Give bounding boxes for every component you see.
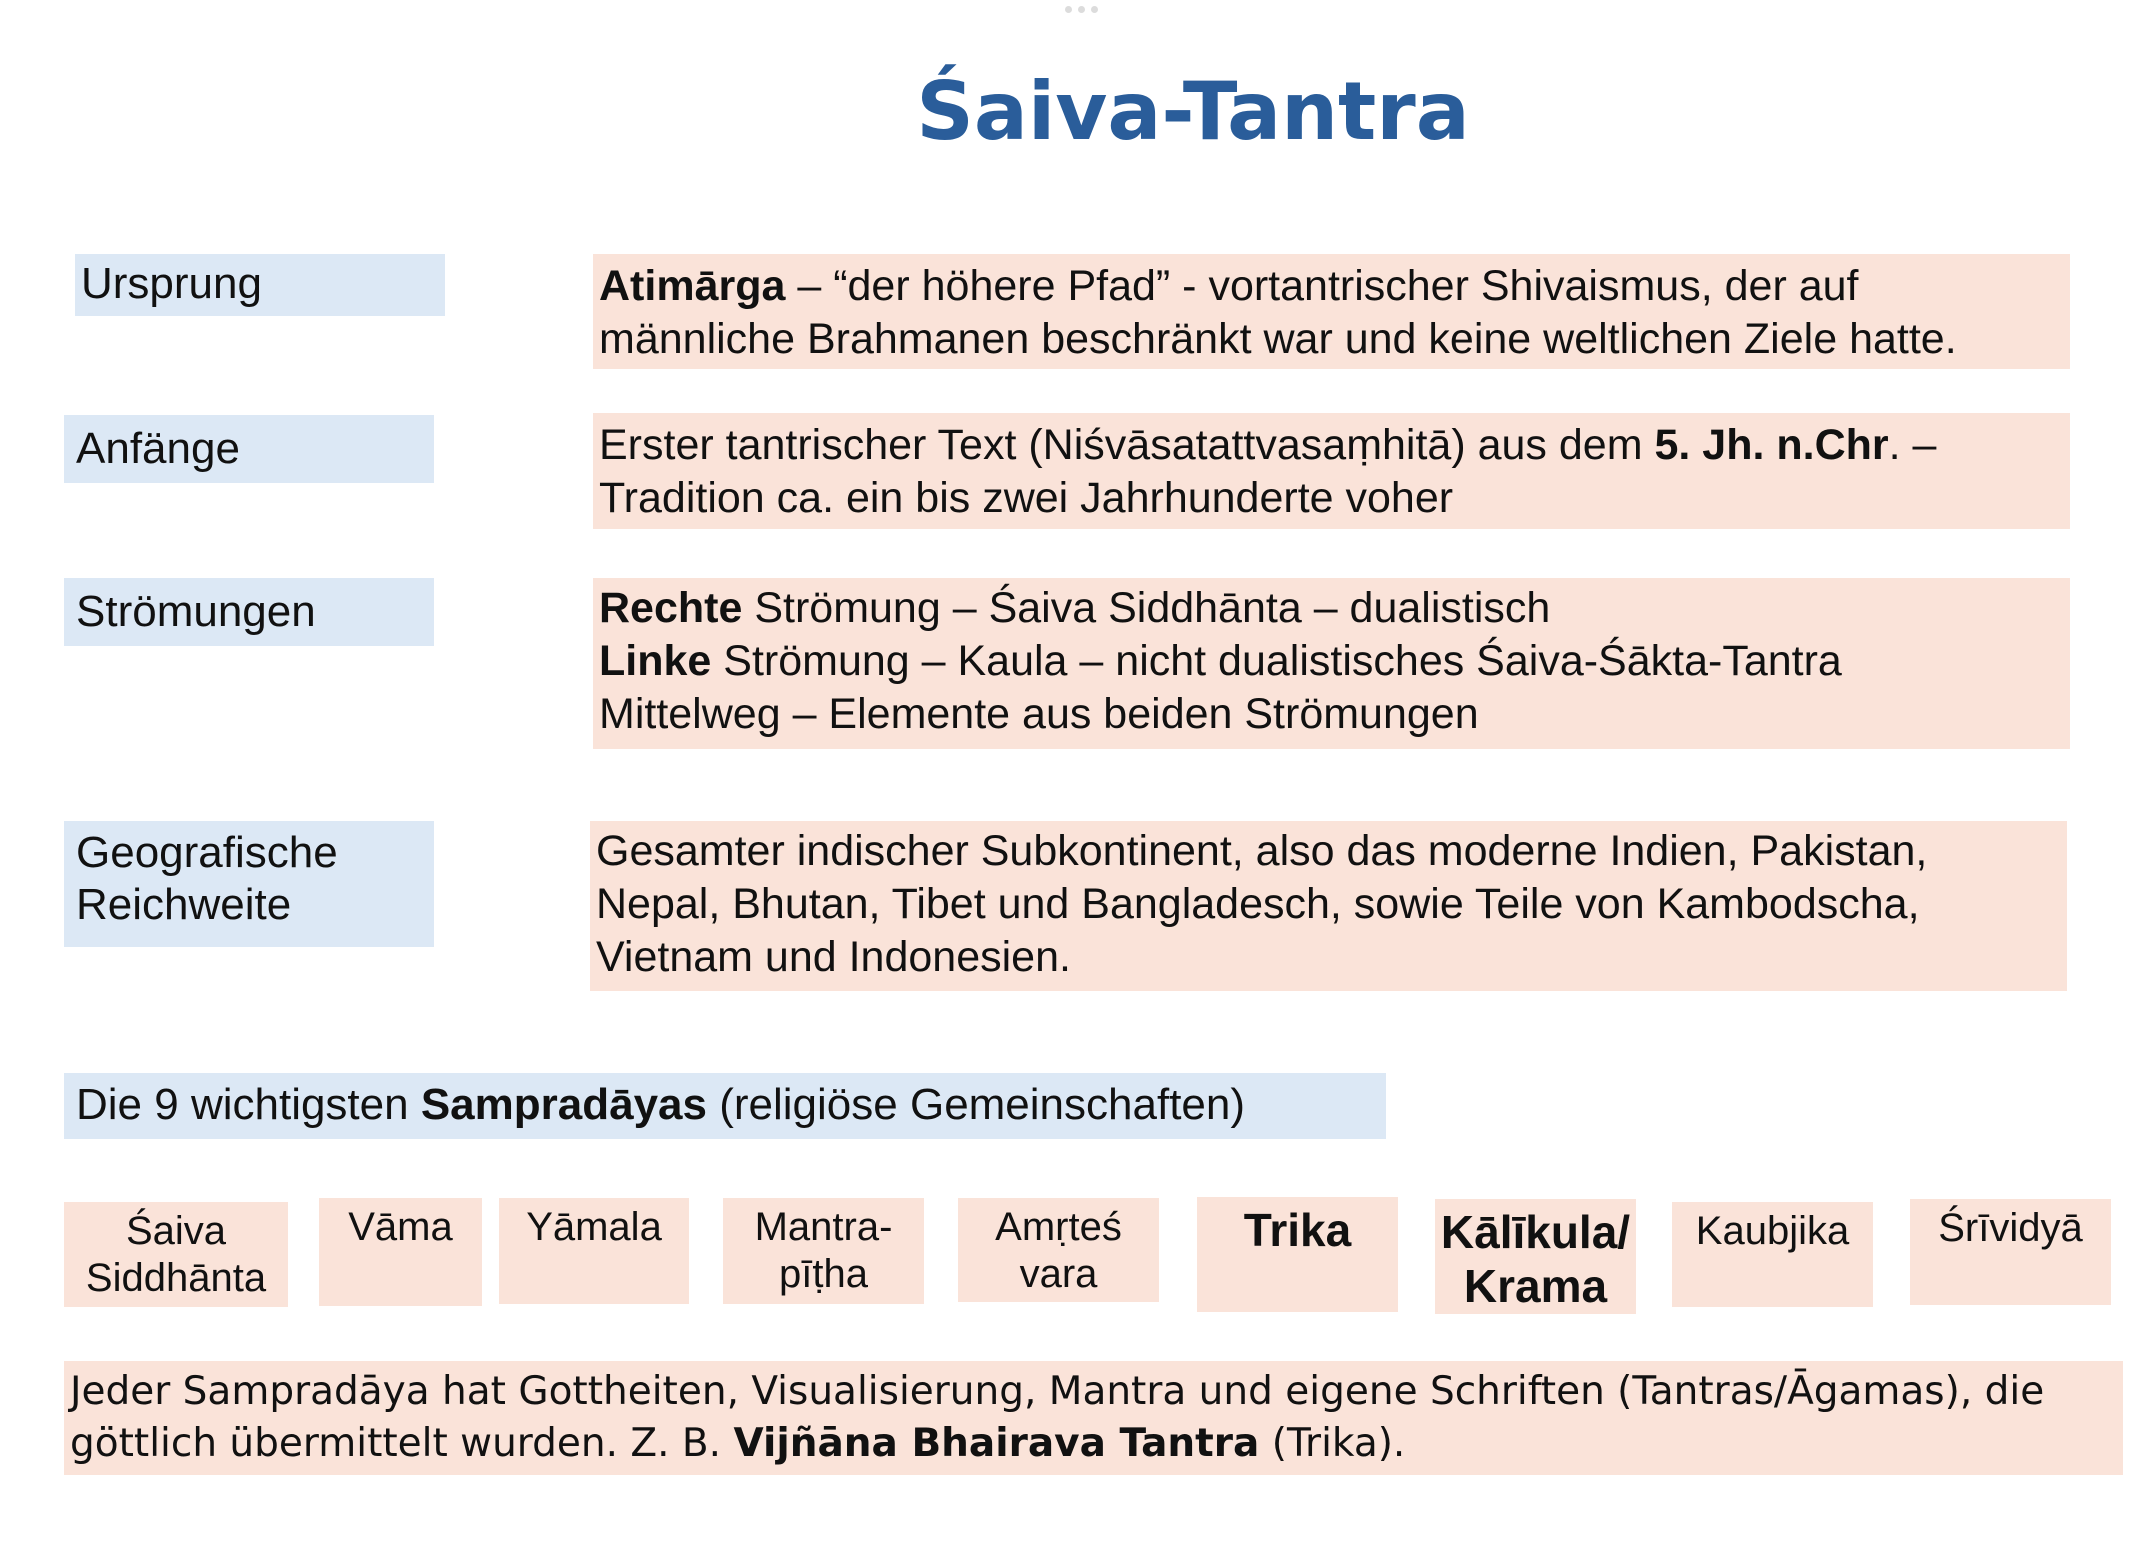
label-geografie [64, 821, 434, 947]
label-text: Ursprung [81, 259, 262, 308]
content-stroemungen [593, 578, 2070, 749]
content-anfaenge [593, 413, 2070, 529]
sampradaya-box [1672, 1202, 1873, 1307]
sampradaya-name: Śrīvidyā [1938, 1206, 2083, 1250]
content-line: Tradition ca. ein bis zwei Jahrhunderte voher [599, 474, 1454, 522]
content-line [599, 582, 2064, 635]
bold-term: Atimārga [599, 262, 786, 310]
label-text: Anfänge [76, 424, 240, 473]
sampradaya-name: pīṭha [779, 1252, 868, 1296]
label-stroemungen [64, 578, 434, 646]
text: – “der höhere Pfad” - vortantrischer Shivaismus, der auf [785, 262, 1859, 310]
sampradaya-box [64, 1202, 288, 1307]
sampradaya-name: Trika [1243, 1204, 1352, 1256]
sampradaya-box [1435, 1199, 1636, 1314]
text: . – [1888, 421, 1937, 469]
content-line: männliche Brahmanen beschränkt war und keine weltlichen Ziele hatte. [599, 315, 1957, 363]
footer-note [64, 1361, 2123, 1475]
sampradaya-name: Krama [1463, 1260, 1608, 1312]
label-anfaenge [64, 415, 434, 483]
content-ursprung [593, 254, 2070, 369]
text: (religiöse Gemeinschaften) [707, 1080, 1246, 1129]
sampradaya-box [1197, 1197, 1398, 1312]
content-line: Gesamter indischer Subkontinent, also das moderne Indien, Pakistan, [596, 827, 1928, 875]
sampradaya-box [319, 1198, 482, 1306]
bold-term: 5. Jh. n.Chr [1654, 421, 1889, 469]
sampradaya-name: Śaiva [125, 1209, 227, 1253]
bold-term: Linke [599, 637, 712, 685]
label-text: Strömungen [76, 587, 316, 636]
label-text: Reichweite [76, 880, 292, 929]
label-text: Geografische [76, 828, 338, 877]
content-geografie [590, 821, 2067, 991]
sampradaya-name: vara [1019, 1252, 1098, 1296]
drag-dot [1078, 6, 1085, 13]
footer-line [70, 1418, 2117, 1470]
text: göttlich übermittelt wurden. Z. B. [70, 1421, 734, 1466]
drag-handle[interactable] [1057, 3, 1105, 15]
sampradaya-name: Yāmala [526, 1205, 662, 1249]
text: (Trika). [1259, 1421, 1406, 1466]
sampradaya-box [1910, 1199, 2111, 1305]
content-line: Vietnam und Indonesien. [596, 933, 1071, 981]
sampradaya-name: Mantra- [754, 1205, 893, 1249]
footer-line: Jeder Sampradāya hat Gottheiten, Visualisierung, Mantra und eigene Schriften (Tantras/Āgamas), die [70, 1369, 2045, 1414]
bold-term: Rechte [599, 584, 743, 632]
content-line [599, 635, 2064, 688]
sampradaya-box [958, 1198, 1159, 1302]
sampradaya-heading [64, 1073, 1386, 1139]
content-line [599, 419, 2064, 472]
text: Erster tantrischer Text (Niśvāsatattvasaṃhitā) aus dem [599, 421, 1655, 469]
page-title: Śaiva-Tantra [916, 65, 1470, 158]
text: Die 9 wichtigsten [76, 1080, 421, 1129]
sampradaya-name: Vāma [348, 1205, 453, 1249]
content-line [599, 260, 2064, 313]
text: Strömung – Śaiva Siddhānta – dualistisch [742, 584, 1551, 632]
sampradaya-name: Kaubjika [1695, 1209, 1850, 1253]
sampradaya-name: Kālīkula/ [1440, 1206, 1631, 1258]
bold-term: Vijñāna Bhairava Tantra [733, 1421, 1260, 1466]
sampradaya-name: Siddhānta [85, 1256, 267, 1300]
content-line: Nepal, Bhutan, Tibet und Bangladesch, sowie Teile von Kambodscha, [596, 880, 1920, 928]
sampradaya-box [499, 1198, 689, 1304]
drag-dot [1065, 6, 1072, 13]
bold-term: Sampradāyas [420, 1080, 707, 1129]
label-ursprung [75, 254, 445, 316]
text: Strömung – Kaula – nicht dualistisches Śaiva-Śākta-Tantra [711, 637, 1842, 685]
drag-dot [1091, 6, 1098, 13]
sampradaya-name: Amṛteś [995, 1205, 1122, 1249]
content-line: Mittelweg – Elemente aus beiden Strömungen [599, 690, 1479, 738]
sampradaya-box [723, 1198, 924, 1304]
